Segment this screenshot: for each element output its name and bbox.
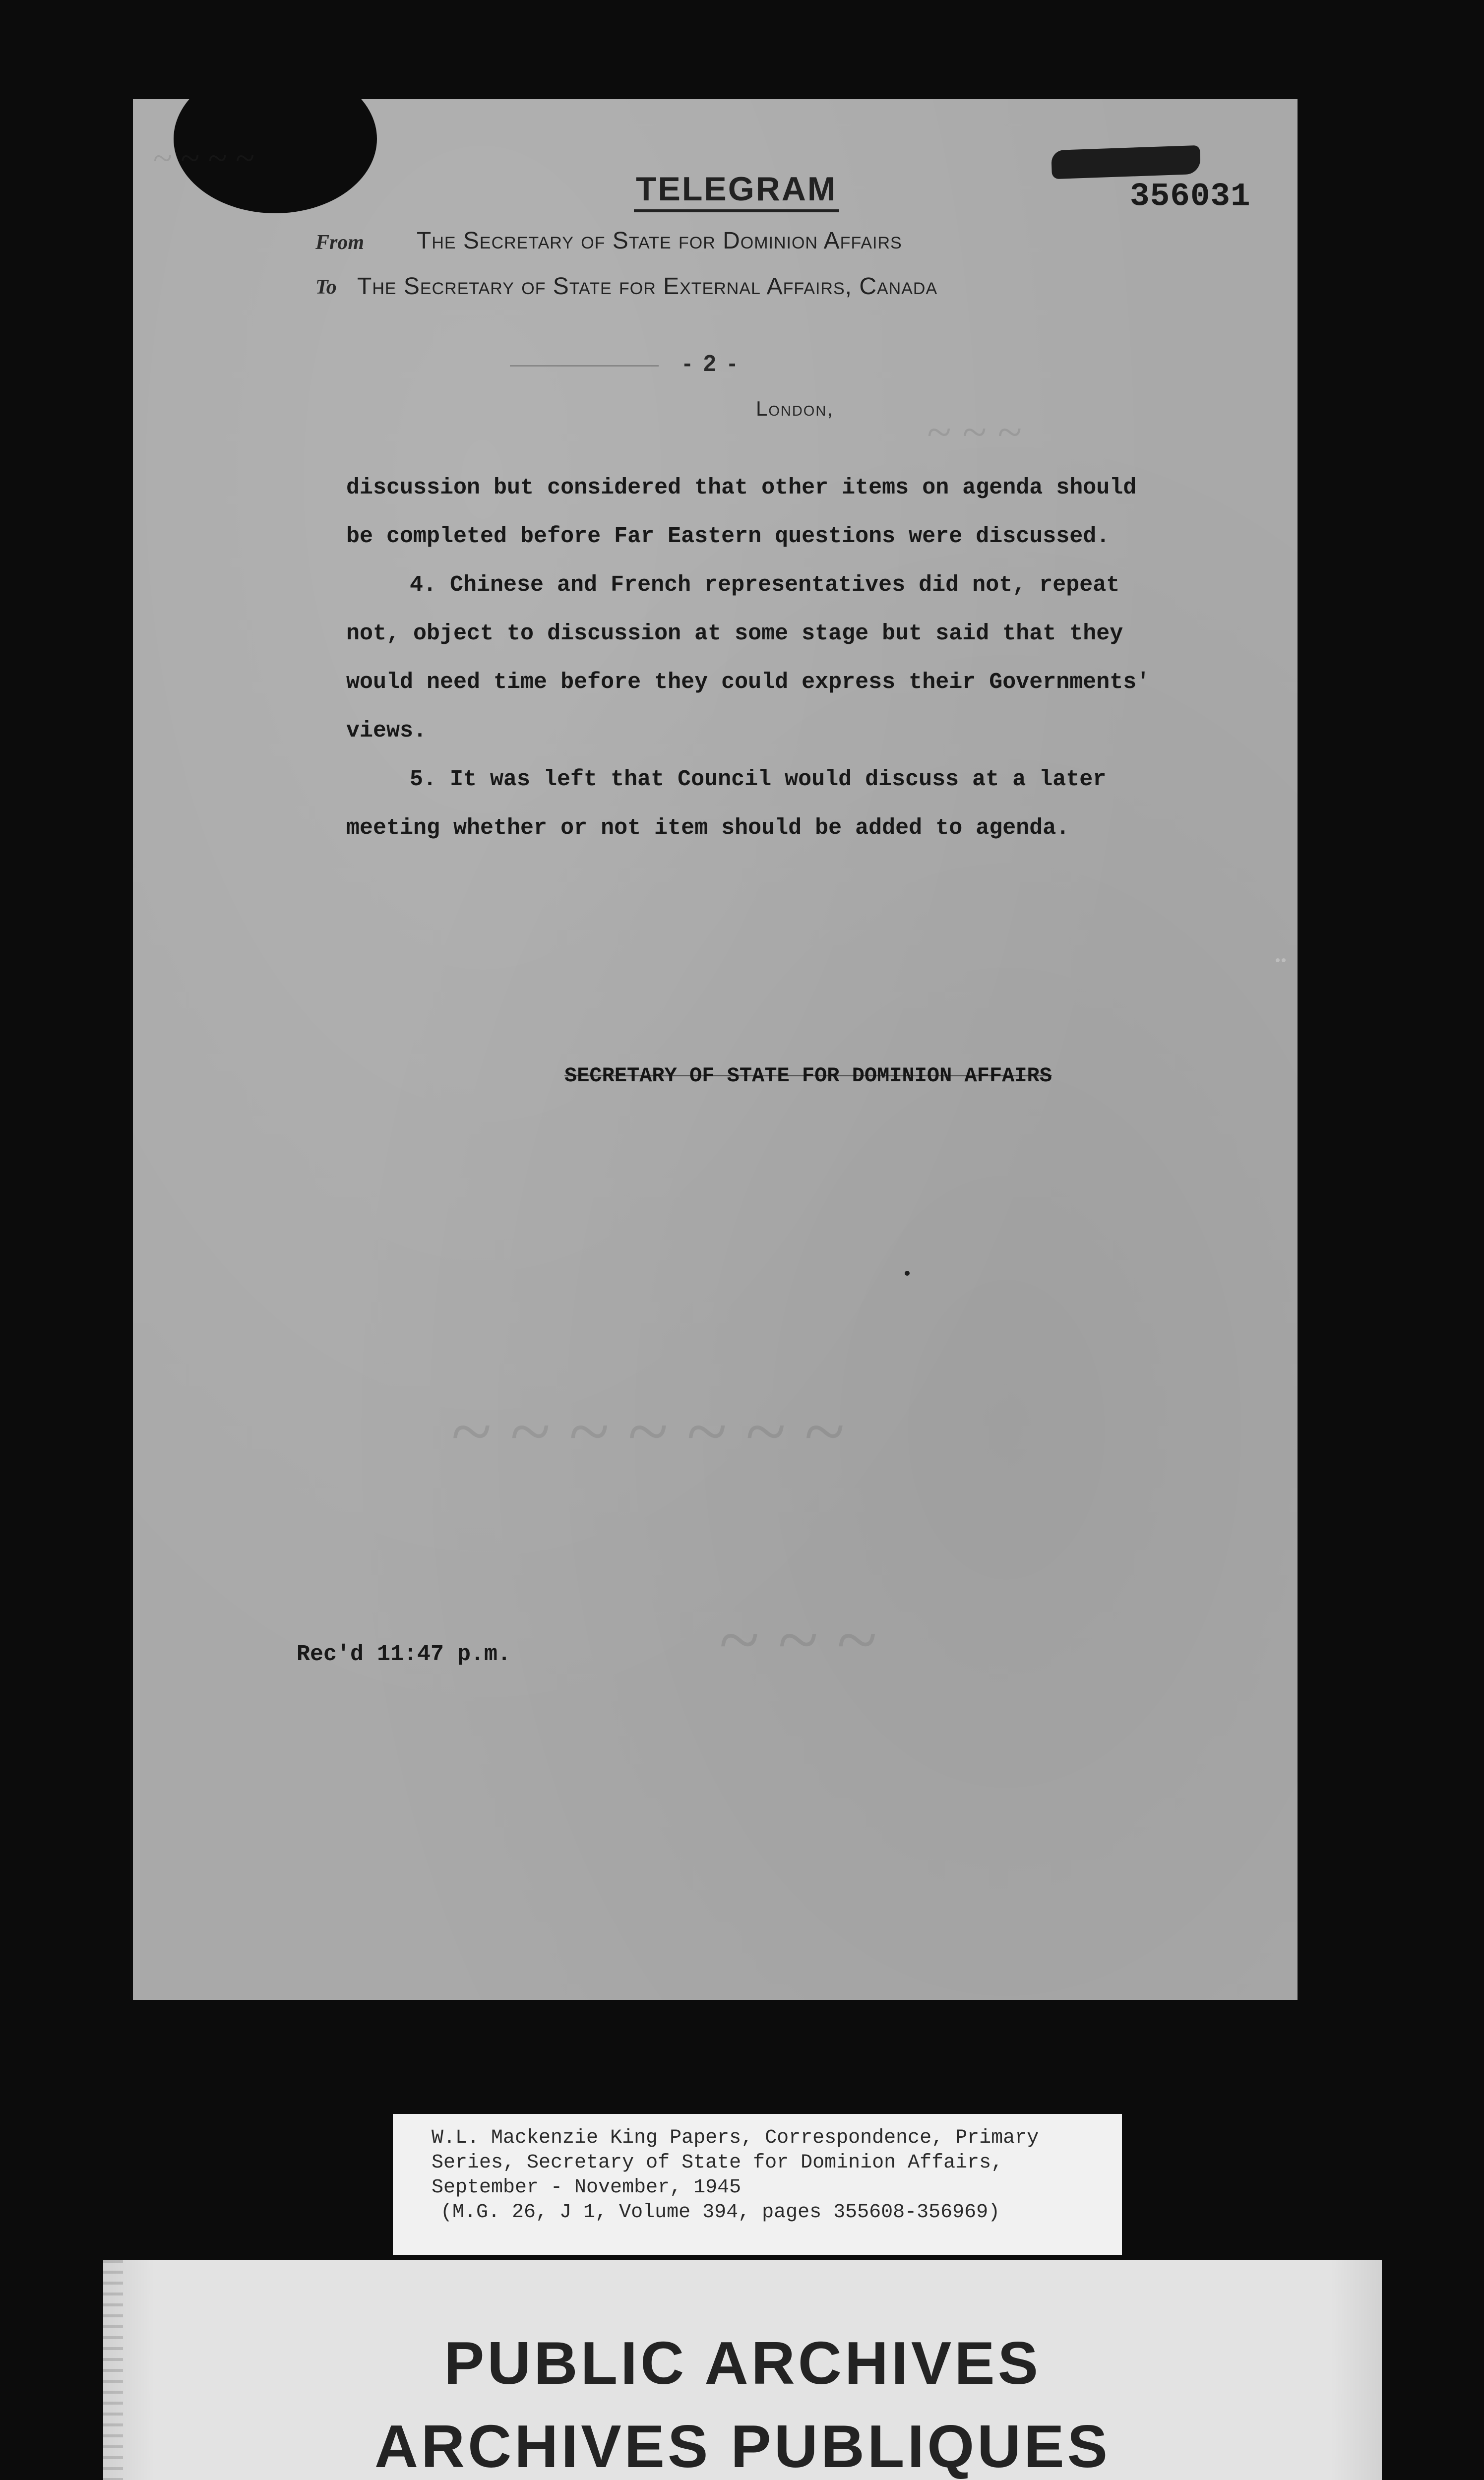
page-number: - 2 - <box>683 350 739 376</box>
telegram-body <box>346 464 1289 853</box>
body-line: 4. Chinese and French representatives did not, repeat <box>410 572 1120 598</box>
citation-line: (M.G. 26, J 1, Volume 394, pages 355608-356969) <box>440 2201 1000 2224</box>
bleed-through-marks: ~ ~ ~ ~ ~ ~ ~ <box>450 1390 844 1473</box>
body-line: 5. It was left that Council would discuss at a later <box>410 767 1107 792</box>
serial-number: 356031 <box>1130 178 1251 215</box>
place-line: London, <box>756 397 834 420</box>
body-line: discussion but considered that other items on agenda should <box>346 475 1137 500</box>
to-text: The Secretary of State for External Affairs, Canada <box>357 273 938 300</box>
from-label: From <box>315 231 365 254</box>
film-speck <box>1276 958 1280 962</box>
telegram-page <box>133 99 1298 2000</box>
bleed-through-marks: ~ ~ ~ <box>718 1599 876 1681</box>
citation-text <box>432 2126 1039 2225</box>
body-line: would need time before they could express their Governments' <box>346 670 1150 695</box>
body-line: views. <box>346 718 427 744</box>
archives-title-french: ARCHIVES PUBLIQUES <box>374 2413 1111 2480</box>
archives-card <box>103 2260 1382 2480</box>
citation-line: September - November, 1945 <box>432 2176 742 2199</box>
to-label: To <box>315 276 337 299</box>
citation-line: W.L. Mackenzie King Papers, Correspondence, Primary <box>432 2127 1039 2149</box>
film-speck <box>1282 958 1286 962</box>
serial-strike-mark <box>1051 145 1201 179</box>
body-line: not, object to discussion at some stage but said that they <box>346 621 1123 646</box>
body-line: meeting whether or not item should be added to agenda. <box>346 815 1070 841</box>
citation-line: Series, Secretary of State for Dominion Affairs, <box>432 2152 1003 2174</box>
received-time: Rec'd 11:47 p.m. <box>297 1642 511 1667</box>
body-line: be completed before Far Eastern questions were discussed. <box>346 524 1110 549</box>
archives-title-english: PUBLIC ARCHIVES <box>444 2329 1041 2397</box>
bleed-through-marks: ~ ~ ~ <box>927 408 1022 457</box>
telegram-title: TELEGRAM <box>634 169 839 212</box>
divider-line <box>510 365 659 367</box>
bleed-through-marks: ~ ~ ~ ~ <box>153 139 254 178</box>
signature-line: SECRETARY OF STATE FOR DOMINION AFFAIRS <box>564 1064 1052 1088</box>
ink-speck <box>905 1271 910 1276</box>
from-text: The Secretary of State for Dominion Affairs <box>417 228 902 254</box>
citation-slip <box>393 2114 1122 2255</box>
